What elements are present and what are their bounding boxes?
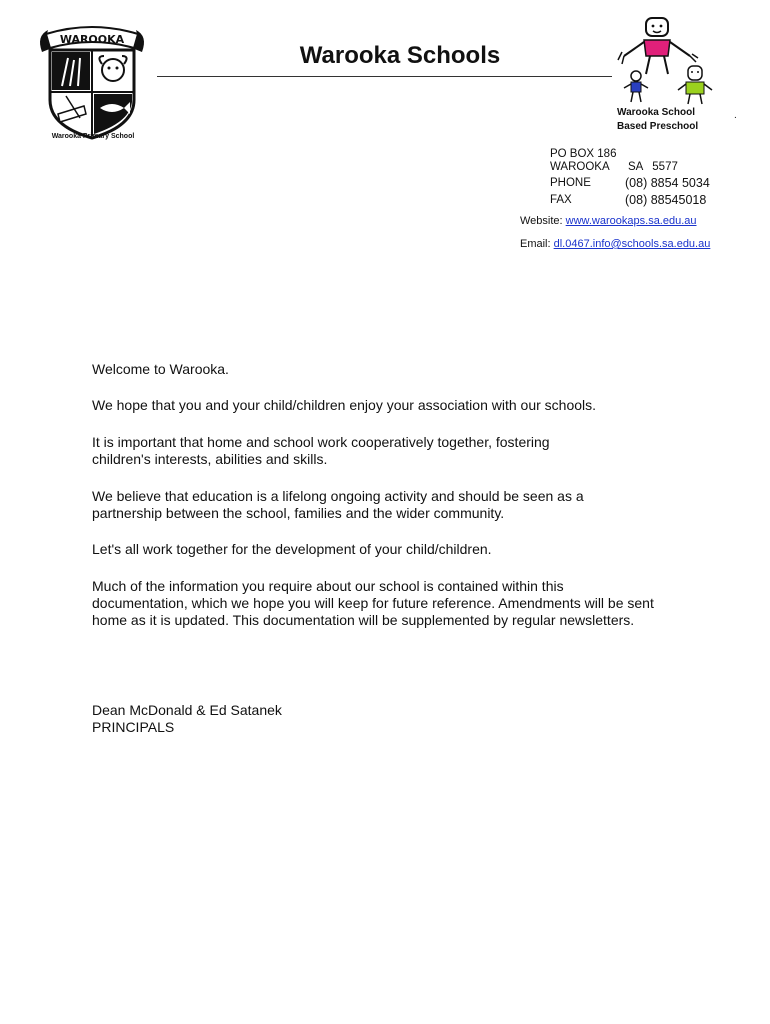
fax-label: FAX	[550, 194, 572, 206]
stray-mark: .	[734, 110, 737, 121]
phone-value: (08) 8854 5034	[625, 176, 710, 190]
signature-names: Dean McDonald & Ed Satanek	[92, 702, 282, 718]
email-link[interactable]: dl.0467.info@schools.sa.edu.au	[553, 238, 711, 250]
signature-title: PRINCIPALS	[92, 719, 175, 735]
website-link[interactable]: www.warookaps.sa.edu.au	[565, 215, 697, 227]
crest-banner-text: WAROOKA	[59, 33, 125, 46]
welcome-paragraph: Welcome to Warooka.	[92, 361, 229, 377]
information-paragraph	[92, 578, 752, 629]
po-box: PO BOX 186	[550, 148, 617, 160]
website-row	[520, 215, 697, 227]
information-line-3: home as it is updated. This documentation will be supplemented by regular newsletters.	[92, 612, 635, 628]
fax-value: (08) 88545018	[625, 193, 707, 207]
education-paragraph	[92, 488, 732, 522]
cooperation-paragraph	[92, 434, 732, 468]
together-paragraph: Let's all work together for the development of your child/children.	[92, 541, 492, 557]
website-label: Website:	[520, 215, 566, 227]
school-crest-logo	[36, 22, 148, 142]
preschool-name-line2: Based Preschool	[617, 121, 699, 132]
phone-label: PHONE	[550, 177, 591, 189]
preschool-name-line1: Warooka School	[617, 107, 695, 118]
page-title: Warooka Schools	[299, 42, 501, 69]
cooperation-line-1: It is important that home and school work cooperatively together, fostering	[92, 434, 550, 450]
title-underline-rule	[157, 76, 612, 77]
email-row	[520, 238, 710, 250]
cooperation-line-2: children's interests, abilities and skills.	[92, 451, 328, 467]
preschool-kids-logo	[612, 16, 724, 108]
hope-paragraph: We hope that you and your child/children enjoy your association with our schools.	[92, 397, 597, 413]
information-line-2: documentation, which we hope you will keep for future reference. Amendments will be sent	[92, 595, 654, 611]
crest-caption: Warooka Primary School	[51, 133, 135, 140]
state-postcode: SA 5577	[628, 161, 678, 173]
education-line-1: We believe that education is a lifelong ongoing activity and should be seen as a	[92, 488, 584, 504]
email-label: Email:	[520, 238, 554, 250]
town: WAROOKA	[550, 161, 610, 173]
education-line-2: partnership between the school, families and the wider community.	[92, 505, 505, 521]
information-line-1: Much of the information you require about our school is contained within this	[92, 578, 564, 594]
